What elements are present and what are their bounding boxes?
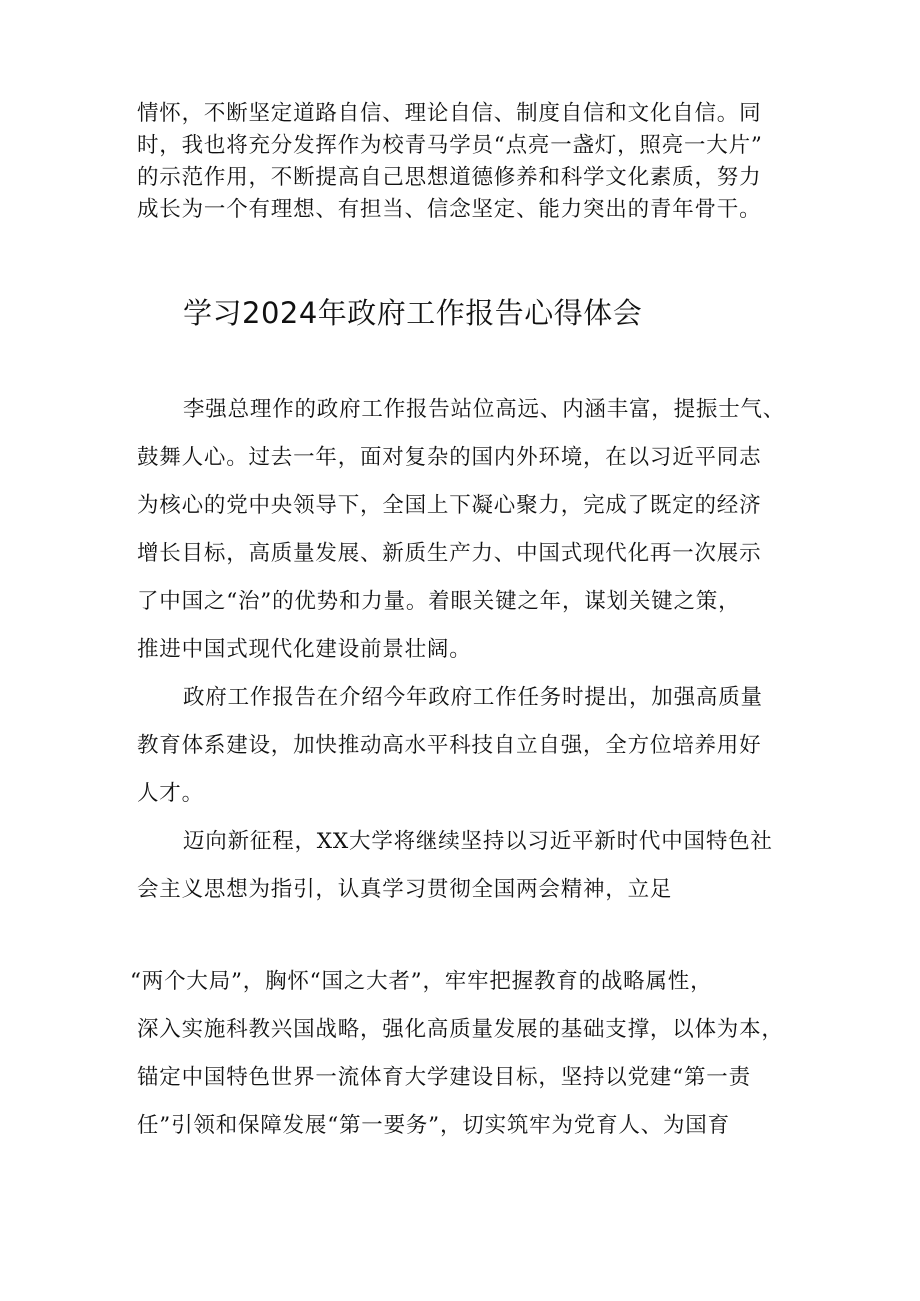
text-line: 人才。	[137, 781, 204, 806]
text-line: 时，我也将充分发挥作为校青马学员“点亮一盏灯，照亮一大片”	[137, 133, 763, 158]
text-line: “两个大局”，胸怀“国之大者”，牢牢把握教育的战略属性，	[130, 969, 713, 994]
text-line: 深入实施科教兴国战略，强化高质量发展的基础支撑，以体为本，	[137, 1017, 784, 1042]
text-line: 会主义思想为指引，认真学习贯彻全国两会精神，立足	[137, 877, 673, 902]
text-line: 推进中国式现代化建设前景壮阔。	[137, 637, 472, 662]
text-line: 成长为一个有理想、有担当、信念坚定、能力突出的青年骨干。	[137, 197, 762, 222]
text-line: 锚定中国特色世界一流体育大学建设目标，坚持以党建“第一责	[137, 1065, 751, 1090]
text-line: 迈向新征程，XX大学将继续坚持以习近平新时代中国特色社	[183, 829, 773, 854]
text-line: 增长目标，高质量发展、新质生产力、中国式现代化再一次展示	[137, 541, 762, 566]
article-title: 学习2024年政府工作报告心得体会	[183, 296, 643, 330]
text-line: 任”引领和保障发展“第一要务”，切实筑牢为党育人、为国育	[137, 1113, 730, 1138]
text-line: 政府工作报告在介绍今年政府工作任务时提出，加强高质量	[183, 685, 763, 710]
text-line: 为核心的党中央领导下，全国上下凝心聚力，完成了既定的经济	[137, 493, 762, 518]
text-line: 鼓舞人心。过去一年，面对复杂的国内外环境，在以习近平同志	[137, 445, 762, 470]
text-line: 情怀，不断坚定道路自信、理论自信、制度自信和文化自信。同	[137, 101, 762, 126]
text-line: 教育体系建设，加快推动高水平科技自立自强，全方位培养用好	[137, 733, 762, 758]
text-line: 了中国之“治”的优势和力量。着眼关键之年，谋划关键之策，	[137, 589, 741, 614]
text-line: 李强总理作的政府工作报告站位高远、内涵丰富，提振士气、	[183, 397, 786, 422]
text-line: 的示范作用，不断提高自己思想道德修养和科学文化素质，努力	[137, 165, 762, 190]
